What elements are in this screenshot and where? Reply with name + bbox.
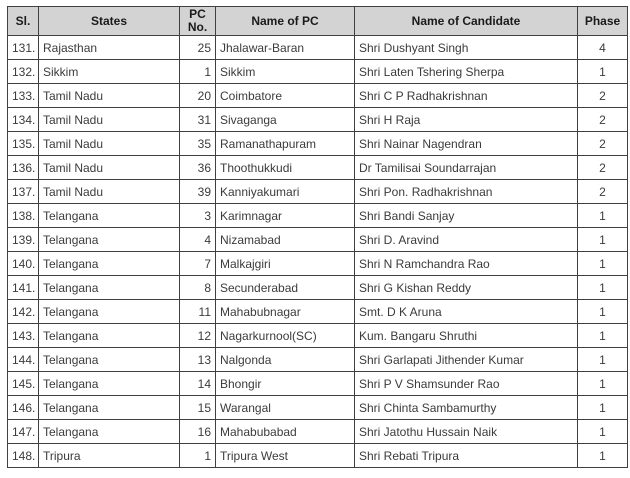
cell-candidate: Shri Laten Tshering Sherpa — [355, 60, 578, 84]
cell-pc-no: 1 — [180, 444, 216, 468]
cell-state: Telangana — [39, 228, 180, 252]
cell-sl: 144. — [8, 348, 39, 372]
cell-candidate: Shri Garlapati Jithender Kumar — [355, 348, 578, 372]
cell-state: Tamil Nadu — [39, 156, 180, 180]
cell-sl: 145. — [8, 372, 39, 396]
cell-phase: 1 — [578, 348, 628, 372]
table-row — [8, 180, 628, 204]
cell-state: Sikkim — [39, 60, 180, 84]
cell-candidate: Shri N Ramchandra Rao — [355, 252, 578, 276]
cell-candidate: Dr Tamilisai Soundarrajan — [355, 156, 578, 180]
cell-state: Tripura — [39, 444, 180, 468]
cell-pc-no: 35 — [180, 132, 216, 156]
cell-state: Telangana — [39, 372, 180, 396]
cell-sl: 136. — [8, 156, 39, 180]
cell-phase: 1 — [578, 444, 628, 468]
cell-state: Telangana — [39, 300, 180, 324]
header-candidate: Name of Candidate — [355, 7, 578, 36]
cell-sl: 132. — [8, 60, 39, 84]
cell-pc-no: 36 — [180, 156, 216, 180]
cell-phase: 2 — [578, 132, 628, 156]
cell-pc-name: Secunderabad — [216, 276, 355, 300]
candidate-table — [7, 6, 628, 468]
table-row — [8, 324, 628, 348]
cell-sl: 140. — [8, 252, 39, 276]
cell-pc-name: Karimnagar — [216, 204, 355, 228]
cell-pc-name: Bhongir — [216, 372, 355, 396]
cell-pc-no: 16 — [180, 420, 216, 444]
cell-sl: 138. — [8, 204, 39, 228]
cell-pc-no: 12 — [180, 324, 216, 348]
cell-candidate: Shri D. Aravind — [355, 228, 578, 252]
cell-pc-name: Nalgonda — [216, 348, 355, 372]
cell-pc-no: 31 — [180, 108, 216, 132]
cell-sl: 142. — [8, 300, 39, 324]
cell-state: Tamil Nadu — [39, 180, 180, 204]
cell-candidate: Kum. Bangaru Shruthi — [355, 324, 578, 348]
cell-sl: 134. — [8, 108, 39, 132]
table-row — [8, 372, 628, 396]
cell-phase: 2 — [578, 156, 628, 180]
cell-pc-no: 13 — [180, 348, 216, 372]
cell-pc-no: 7 — [180, 252, 216, 276]
table-row — [8, 444, 628, 468]
table-header — [8, 7, 628, 36]
cell-state: Rajasthan — [39, 36, 180, 60]
cell-sl: 141. — [8, 276, 39, 300]
cell-phase: 2 — [578, 84, 628, 108]
cell-candidate: Shri H Raja — [355, 108, 578, 132]
cell-pc-no: 3 — [180, 204, 216, 228]
table-row — [8, 156, 628, 180]
cell-sl: 146. — [8, 396, 39, 420]
cell-state: Telangana — [39, 420, 180, 444]
cell-phase: 1 — [578, 60, 628, 84]
cell-state: Telangana — [39, 252, 180, 276]
cell-candidate: Shri Nainar Nagendran — [355, 132, 578, 156]
cell-pc-name: Ramanathapuram — [216, 132, 355, 156]
cell-candidate: Shri G Kishan Reddy — [355, 276, 578, 300]
cell-pc-no: 15 — [180, 396, 216, 420]
cell-phase: 2 — [578, 180, 628, 204]
table-body — [8, 36, 628, 468]
cell-state: Telangana — [39, 396, 180, 420]
cell-state: Tamil Nadu — [39, 84, 180, 108]
table-row — [8, 204, 628, 228]
cell-pc-name: Mahabubabad — [216, 420, 355, 444]
cell-pc-name: Sivaganga — [216, 108, 355, 132]
cell-phase: 4 — [578, 36, 628, 60]
header-pc-no: PC No. — [180, 7, 216, 36]
cell-state: Telangana — [39, 204, 180, 228]
cell-pc-no: 8 — [180, 276, 216, 300]
cell-pc-no: 11 — [180, 300, 216, 324]
cell-candidate: Shri Jatothu Hussain Naik — [355, 420, 578, 444]
cell-sl: 135. — [8, 132, 39, 156]
cell-candidate: Shri Bandi Sanjay — [355, 204, 578, 228]
cell-pc-no: 20 — [180, 84, 216, 108]
cell-pc-name: Warangal — [216, 396, 355, 420]
table-row — [8, 228, 628, 252]
cell-state: Telangana — [39, 324, 180, 348]
cell-pc-no: 1 — [180, 60, 216, 84]
table-row — [8, 132, 628, 156]
cell-pc-name: Jhalawar-Baran — [216, 36, 355, 60]
table-row — [8, 276, 628, 300]
cell-pc-name: Nizamabad — [216, 228, 355, 252]
header-sl: Sl. — [8, 7, 39, 36]
cell-candidate: Smt. D K Aruna — [355, 300, 578, 324]
cell-phase: 1 — [578, 396, 628, 420]
table-row — [8, 60, 628, 84]
cell-phase: 1 — [578, 372, 628, 396]
cell-sl: 148. — [8, 444, 39, 468]
header-row — [8, 7, 628, 36]
cell-pc-name: Kanniyakumari — [216, 180, 355, 204]
cell-phase: 1 — [578, 420, 628, 444]
cell-sl: 131. — [8, 36, 39, 60]
table-row — [8, 348, 628, 372]
cell-sl: 137. — [8, 180, 39, 204]
cell-pc-no: 14 — [180, 372, 216, 396]
cell-pc-name: Sikkim — [216, 60, 355, 84]
cell-phase: 2 — [578, 108, 628, 132]
cell-state: Telangana — [39, 348, 180, 372]
cell-sl: 139. — [8, 228, 39, 252]
cell-pc-name: Nagarkurnool(SC) — [216, 324, 355, 348]
table-row — [8, 300, 628, 324]
header-states: States — [39, 7, 180, 36]
table-row — [8, 420, 628, 444]
cell-pc-no: 25 — [180, 36, 216, 60]
cell-candidate: Shri C P Radhakrishnan — [355, 84, 578, 108]
cell-state: Tamil Nadu — [39, 132, 180, 156]
cell-candidate: Shri Dushyant Singh — [355, 36, 578, 60]
cell-state: Tamil Nadu — [39, 108, 180, 132]
table-row — [8, 108, 628, 132]
cell-phase: 1 — [578, 300, 628, 324]
cell-pc-name: Mahabubnagar — [216, 300, 355, 324]
cell-state: Telangana — [39, 276, 180, 300]
cell-phase: 1 — [578, 204, 628, 228]
table-row — [8, 84, 628, 108]
header-phase: Phase — [578, 7, 628, 36]
cell-pc-no: 4 — [180, 228, 216, 252]
cell-phase: 1 — [578, 228, 628, 252]
cell-phase: 1 — [578, 252, 628, 276]
cell-sl: 143. — [8, 324, 39, 348]
cell-phase: 1 — [578, 324, 628, 348]
cell-sl: 133. — [8, 84, 39, 108]
cell-pc-name: Thoothukkudi — [216, 156, 355, 180]
cell-sl: 147. — [8, 420, 39, 444]
cell-candidate: Shri Chinta Sambamurthy — [355, 396, 578, 420]
table-row — [8, 396, 628, 420]
cell-pc-name: Coimbatore — [216, 84, 355, 108]
table-row — [8, 36, 628, 60]
cell-phase: 1 — [578, 276, 628, 300]
cell-candidate: Shri Rebati Tripura — [355, 444, 578, 468]
cell-candidate: Shri Pon. Radhakrishnan — [355, 180, 578, 204]
cell-pc-no: 39 — [180, 180, 216, 204]
table-row — [8, 252, 628, 276]
cell-pc-name: Malkajgiri — [216, 252, 355, 276]
header-pc-name: Name of PC — [216, 7, 355, 36]
cell-candidate: Shri P V Shamsunder Rao — [355, 372, 578, 396]
cell-pc-name: Tripura West — [216, 444, 355, 468]
